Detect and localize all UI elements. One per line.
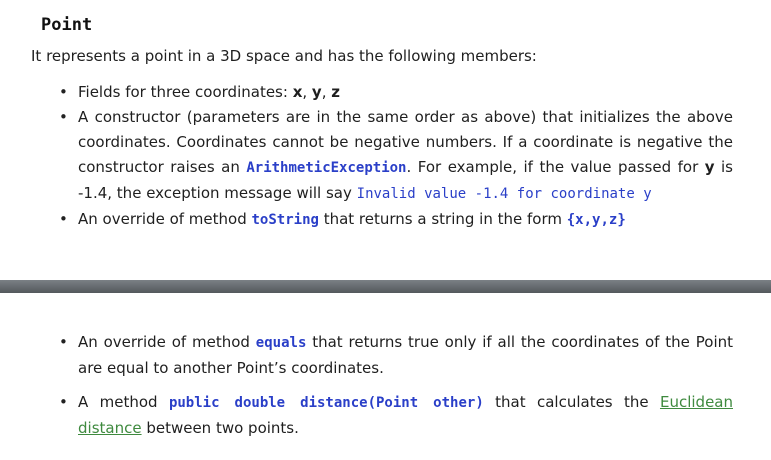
tostring-form: {x,y,z} bbox=[566, 212, 626, 228]
fields-text: Fields for three coordinates: bbox=[78, 83, 293, 101]
page-title: Point bbox=[41, 15, 93, 35]
equals-text: An override of method bbox=[78, 333, 256, 351]
section-divider bbox=[0, 280, 771, 293]
list-item-tostring bbox=[56, 207, 733, 233]
field-y: y bbox=[311, 83, 322, 101]
tostring-text: that returns a string in the form bbox=[318, 210, 567, 228]
field-y: y bbox=[704, 158, 715, 176]
distance-text: that calculates the bbox=[483, 393, 660, 411]
list-item-fields bbox=[56, 80, 733, 105]
list-item-equals bbox=[56, 330, 733, 381]
exception-name: ArithmeticException bbox=[246, 160, 407, 176]
methods-list bbox=[56, 330, 733, 441]
field-x: x bbox=[292, 83, 303, 101]
constructor-text: is -1.4, the exception message will say bbox=[78, 158, 733, 202]
distance-text: A method bbox=[78, 393, 169, 411]
field-z: z bbox=[331, 83, 340, 101]
intro-text: It represents a point in a 3D space and has the following members: bbox=[31, 47, 537, 65]
constructor-text: . For example, if the value passed for bbox=[406, 158, 705, 176]
exception-message: Invalid value -1.4 for coordinate y bbox=[356, 186, 652, 202]
equals-text: that returns true only if all the coordinates of the Point are equal to another Point’s coordinates. bbox=[78, 333, 733, 377]
constructor-text: A constructor (parameters are in the same order as above) that initializes the above coordinates. Coordinates cannot be negative numbers. If a coordinate is negative the constructor raises an bbox=[78, 108, 733, 176]
tostring-text: An override of method bbox=[78, 210, 252, 228]
separator: , bbox=[321, 83, 332, 101]
list-item-constructor bbox=[56, 105, 733, 207]
method-distance: public double distance(Point other) bbox=[168, 395, 484, 411]
method-tostring: toString bbox=[251, 212, 319, 228]
method-equals: equals bbox=[255, 335, 307, 351]
list-item-distance bbox=[56, 390, 733, 441]
distance-text: between two points. bbox=[141, 419, 299, 437]
separator: , bbox=[302, 83, 312, 101]
members-list bbox=[56, 80, 733, 233]
euclidean-distance-link[interactable]: Euclidean distance bbox=[78, 393, 733, 437]
